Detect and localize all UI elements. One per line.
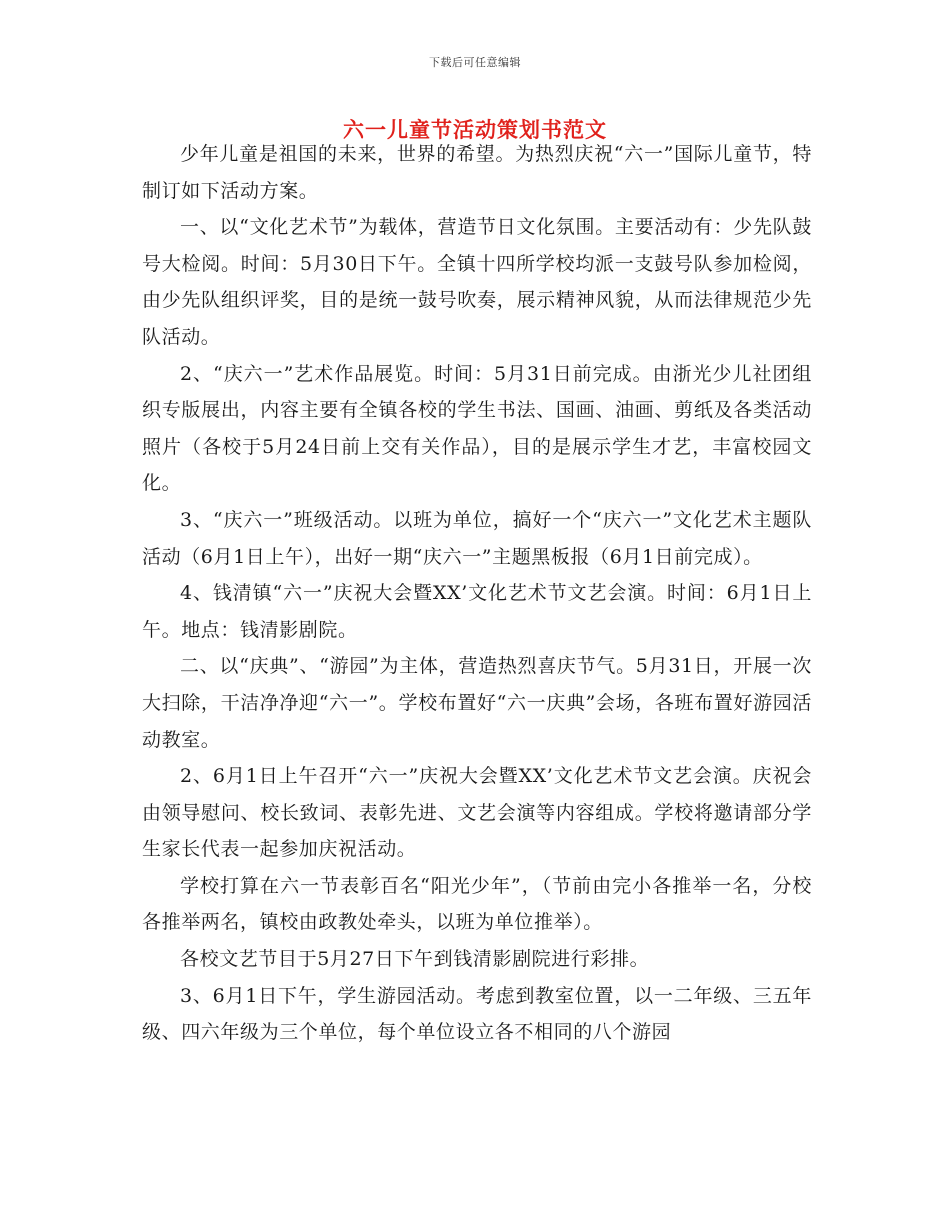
paragraph-item-4: 4、钱清镇“六一”庆祝大会暨XX’文化艺术节文艺会演。时间：6月1日上午。地点：钱清影剧院。 <box>142 582 812 641</box>
header-note: 下载后可任意编辑 <box>429 56 521 69</box>
document-title: 六一儿童节活动策划书范文 <box>343 117 607 142</box>
document-body <box>142 136 812 1051</box>
paragraph-item-2: 2、“庆六一”艺术作品展览。时间：5月31日前完成。由浙光少儿社团组织专版展出，内容主要有全镇各校的学生书法、国画、油画、剪纸及各类活动照片（各校于5月24日前上交有关作品），目的是展示学生才艺，丰富校园文化。 <box>142 362 812 495</box>
paragraph-rehearsal: 各校文艺节目于5月27日下午到钱清影剧院进行彩排。 <box>180 948 650 971</box>
paragraph-intro: 少年儿童是祖国的未来，世界的希望。为热烈庆祝“六一”国际儿童节，特制订如下活动方案。 <box>142 143 812 202</box>
paragraph-section-2-item-3: 3、6月1日下午，学生游园活动。考虑到教室位置，以一二年级、三五年级、四六年级为三个单位，每个单位设立各不相同的八个游园 <box>142 984 812 1044</box>
paragraph-section-1: 一、以“文化艺术节”为载体，营造节日文化氛围。主要活动有：少先队鼓号大检阅。时间：5月30日下午。全镇十四所学校均派一支鼓号队参加检阅，由少先队组织评奖，目的是统一鼓号吹奏，展示精神风貌，从而法律规范少先队活动。 <box>142 216 812 348</box>
paragraph-section-2: 二、以“庆典”、“游园”为主体，营造热烈喜庆节气。5月31日，开展一次大扫除，干洁净净迎“六一”。学校布置好“六一庆典”会场，各班布置好游园活动教室。 <box>142 655 812 751</box>
paragraph-item-3: 3、“庆六一”班级活动。以班为单位，搞好一个“庆六一”文化艺术主题队活动（6月1日上午），出好一期“庆六一”主题黑板报（6月1日前完成）。 <box>142 508 812 568</box>
paragraph-awards: 学校打算在六一节表彰百名“阳光少年”，（节前由完小各推举一名，分校各推举两名，镇校由政教处牵头，以班为单位推举）。 <box>142 874 812 934</box>
paragraph-section-2-item-2: 2、6月1日上午召开“六一”庆祝大会暨XX’文化艺术节文艺会演。庆祝会由领导慰问、校长致词、表彰先进、文艺会演等内容组成。学校将邀请部分学生家长代表一起参加庆祝活动。 <box>142 765 812 861</box>
